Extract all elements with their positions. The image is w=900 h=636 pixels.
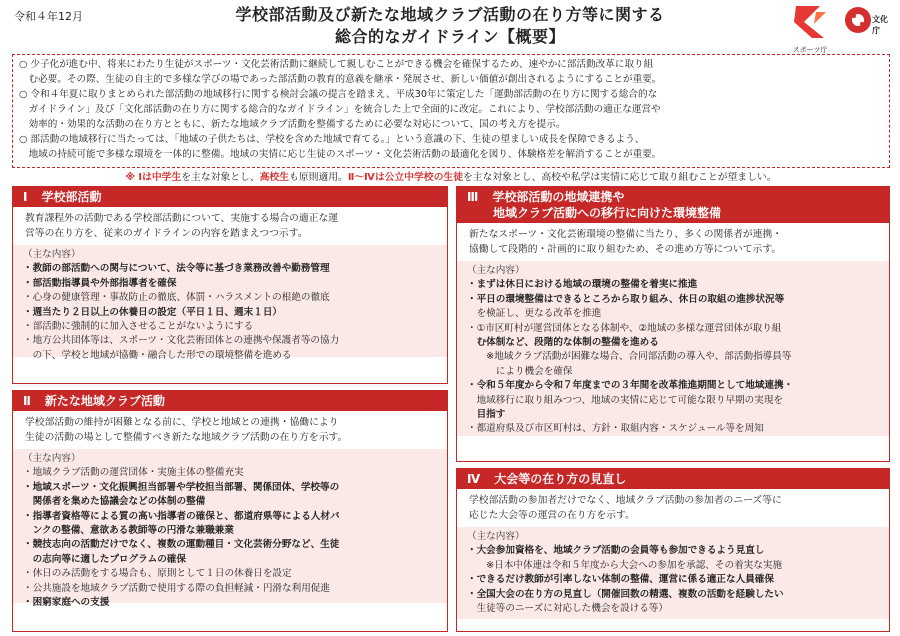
section-4-header xyxy=(457,469,889,489)
list-item: ・まずは休日における地域の環境の整備を着実に推進 xyxy=(467,279,698,291)
list-item: により機会を確保 xyxy=(467,365,573,377)
intro-line: 効率的・効果的な活動の在り方とともに、新たな地域クラブ活動を整備するために必要な対応について、国の考え方を提示。 xyxy=(19,119,566,130)
scope-note xyxy=(12,169,890,183)
desc-line: 学校部活動の参加者だけでなく、地域クラブ活動の参加者のニーズ等に xyxy=(469,495,782,506)
section-4 xyxy=(456,468,890,632)
list-item: の志向等に適したプログラムの確保 xyxy=(23,553,186,565)
note-part: ※ Ⅰは中学生 xyxy=(125,172,182,183)
section-2-header xyxy=(13,391,447,411)
desc-line: 学校部活動の維持が困難となる前に、学校と地域との連携・協働により xyxy=(25,417,339,428)
list-item: ・競技志向の活動だけでなく、複数の運動種目・文化芸術分野など、生徒 xyxy=(23,539,340,551)
list-item: ・休日のみ活動をする場合も、原則として１日の休養日を設定 xyxy=(23,568,292,580)
list-item: ・心身の健康管理・事故防止の徹底、体罰・ハラスメントの根絶の徹底 xyxy=(23,292,330,304)
section-title: 学校部活動 xyxy=(41,190,102,204)
list-item: ・令和５年度から令和７年度までの３年間を改革推進期間として地域連携・ xyxy=(467,380,794,392)
list-item: ・教師の部活動への関与について、法令等に基づき業務改善や勤務管理 xyxy=(23,263,330,275)
section-3-content xyxy=(457,261,889,436)
section-number: Ⅱ xyxy=(23,394,31,408)
list-item: 目指す xyxy=(467,409,506,421)
list-item: ・地域クラブ活動の運営団体・実施主体の整備充実 xyxy=(23,467,244,479)
list-item: ・部活動指導員や外部指導者を確保 xyxy=(23,277,177,289)
content-label: （主な内容） xyxy=(23,249,81,260)
list-item: ・困窮家庭への支援 xyxy=(23,597,110,609)
document-title xyxy=(150,4,750,48)
section-4-content xyxy=(457,527,889,619)
list-item: の下、学校と地域が協働・融合した形での環境整備を進める xyxy=(23,349,292,361)
section-2-desc xyxy=(13,411,447,449)
desc-line: 営等の在り方を、従来のガイドラインの内容を踏まえつつ示す。 xyxy=(25,228,308,239)
list-item: を検証し、更なる改革を推進 xyxy=(467,308,602,320)
intro-line: 地域の持続可能で多様な環境を一体的に整備。地域の実情に応じ生徒のスポーツ・文化芸術活動の最適化を図り、体験格差を解消することが重要。 xyxy=(19,149,662,160)
list-item: ・できるだけ教師が引率しない体制の整備、運営に係る適正な人員確保 xyxy=(467,574,774,586)
desc-line: 応じた大会等の運営の在り方を示す。 xyxy=(469,510,635,521)
list-item: ・地域スポーツ・文化振興担当部署や学校担当部署、関係団体、学校等の xyxy=(23,481,340,493)
intro-line: ガイドライン」及び「文化部活動の在り方に関する総合的なガイドライン」を統合した上で全面的に改定。これにより、学校部活動の適正な運営や xyxy=(19,104,661,115)
section-title: 新たな地域クラブ活動 xyxy=(44,394,165,408)
culture-agency-label: 文化庁 xyxy=(872,15,888,35)
intro-line: む必要。その際、生徒の自主的で多様な学びの場であった部活動の教育的意義を継承・発展させ、新しい価値が創出されるようにすることが重要。 xyxy=(19,74,662,85)
intro-line: ○ 令和４年夏に取りまとめられた部活動の地域移行に関する検討会議の提言を踏まえ、平成30年に策定した「運動部活動の在り方に関する総合的な xyxy=(19,89,658,100)
section-3 xyxy=(456,186,890,462)
section-title: 学校部活動の地域連携や xyxy=(492,190,625,204)
note-part: を主な対象とし、高校や私学は実情に応じて取り組むことが望ましい。 xyxy=(463,172,777,183)
culture-agency-logo xyxy=(842,2,892,52)
intro-line: ○ 部活動の地域移行に当たっては、「地域の子供たちは、学校を含めた地域で育てる。」という意識の下、生徒の望ましい成長を保障できるよう、 xyxy=(19,134,645,145)
list-item: 地域移行に取り組みつつ、地域の実情に応じて可能な限り早期の実現を xyxy=(467,394,784,406)
list-item: む体制など、段階的な体制の整備を進める xyxy=(467,337,659,349)
section-1 xyxy=(12,186,448,384)
list-item: ンクの整備、意欲ある教師等の円滑な兼職兼業 xyxy=(23,525,234,537)
title-line2: 総合的なガイドライン【概要】 xyxy=(334,27,566,46)
list-item: 生徒等のニーズに対応した機会を設ける等） xyxy=(467,603,668,615)
list-item: ・平日の環境整備はできるところから取り組み、休日の取組の進捗状況等 xyxy=(467,293,785,305)
date: 令和４年12月 xyxy=(14,10,83,23)
list-item: ・週当たり２日以上の休養日の設定（平日１日、週末１日） xyxy=(23,306,283,318)
desc-line: 教育課程外の活動である学校部活動について、実施する場合の適正な運 xyxy=(25,213,339,224)
section-number: Ⅰ xyxy=(23,190,28,204)
desc-line: 生徒の活動の場として整備すべき新たな地域クラブ活動の在り方を示す。 xyxy=(25,432,348,443)
section-2 xyxy=(12,390,448,632)
list-item: 関係者を集めた協議会などの体制の整備 xyxy=(23,496,206,508)
section-2-content xyxy=(13,449,447,609)
section-4-desc xyxy=(457,489,889,527)
list-item: ※地域クラブ活動が困難な場合、合同部活動の導入や、部活動指導員等 xyxy=(467,351,792,363)
sports-agency-label: スポーツ庁 xyxy=(792,46,828,54)
note-part: も原則適用。 xyxy=(289,172,348,183)
section-3-desc xyxy=(457,223,889,261)
note-part: を主な対象とし、 xyxy=(181,172,260,183)
section-title: 大会等の在り方の見直し xyxy=(494,472,627,486)
note-part: Ⅱ～Ⅳは公立中学校の生徒 xyxy=(347,172,463,183)
section-1-header xyxy=(13,187,447,207)
list-item: ・大会参加資格を、地域クラブ活動の会員等も参加できるよう見直し xyxy=(467,545,765,557)
section-title: 地域クラブ活動への移行に向けた環境整備 xyxy=(493,206,722,220)
list-item: ・地方公共団体等は、スポーツ・文化芸術団体との連携や保護者等の協力 xyxy=(23,335,340,347)
intro-line: ○ 少子化が進む中、将来にわたり生徒がスポーツ・文化芸術活動に継続して親しむことができる機会を確保するため、速やかに部活動改革に取り組 xyxy=(19,59,654,70)
list-item: ・全国大会の在り方の見直し（開催回数の精選、複数の活動を経験したい xyxy=(467,588,784,600)
desc-line: 協働して段階的・計画的に取り組むため、その進め方等について示す。 xyxy=(469,244,782,255)
section-number: Ⅲ xyxy=(467,190,479,204)
sports-agency-logo xyxy=(786,2,834,52)
list-item: ・指導者資格等による質の高い指導者の確保と、都道府県等による人材バ xyxy=(23,510,340,522)
list-item: ・都道府県及び市区町村は、方針・取組内容・スケジュール等を周知 xyxy=(467,423,764,435)
list-item: ・部活動に強制的に加入させることがないようにする xyxy=(23,321,254,333)
intro-box xyxy=(12,54,890,168)
title-line1: 学校部活動及び新たな地域クラブ活動の在り方等に関する xyxy=(235,5,665,24)
section-1-desc xyxy=(13,207,447,245)
content-label: （主な内容） xyxy=(467,531,525,542)
section-number: Ⅳ xyxy=(467,472,481,486)
list-item: ※日本中体連は令和５年度から大会への参加を承認、その着実な実施 xyxy=(467,559,783,571)
list-item: ・①市区町村が運営団体となる体制や、②地域の多様な運営団体が取り組 xyxy=(467,322,782,334)
content-label: （主な内容） xyxy=(23,453,81,464)
note-part: 高校生 xyxy=(259,172,290,183)
desc-line: 新たなスポーツ・文化芸術環境の整備に当たり、多くの関係者が連携・ xyxy=(469,229,783,240)
section-3-header xyxy=(457,187,889,223)
content-label: （主な内容） xyxy=(467,265,525,276)
section-1-content xyxy=(13,245,447,361)
list-item: ・公共施設を地域クラブ活動で使用する際の負担軽減・円滑な利用促進 xyxy=(23,582,330,594)
